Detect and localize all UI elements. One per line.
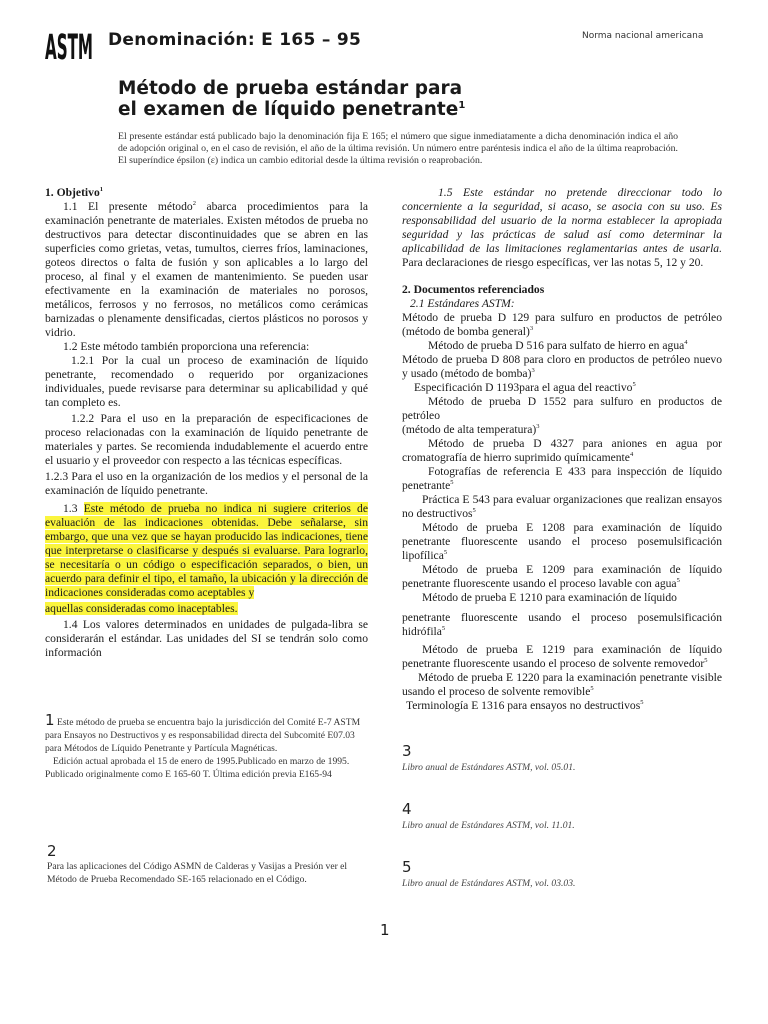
section-1-heading: 1. Objetivo$^1$: [45, 186, 103, 199]
right-column: [402, 186, 722, 713]
footnote-3-number: 3: [402, 742, 412, 760]
paragraph-1-4: 1.4 Los valores determinados en unidades de pulgada-libra se considerarán el estándar. Las unidades del SI se tendrán solo como información: [45, 618, 368, 659]
footnote-3-text: Libro anual de Estándares ASTM, vol. 05.01.: [402, 762, 576, 773]
designation: Denominación: E 165 – 95: [108, 30, 362, 50]
standard-note: Norma nacional americana: [582, 31, 704, 41]
title-line-1: Método de prueba estándar para: [118, 78, 463, 99]
paragraph-1-3: 1.3 Este método de prueba no indica ni sugiere criterios de evaluación de las indicaciones obtenidas. Debe señalarse, sin embargo, que una vez que se hayan producido las indicaciones, tiene que interpretarse o clasificarse y después si evaluarse. Para lograrlo, se necesitaría o un código o especificación separados, o bien, un acuerdo para definir el tipo, el tamaño, la ubicación y la dirección de indicaciones consideradas como aceptables y: [45, 502, 369, 599]
page-number: 1: [380, 921, 390, 939]
reference-item: Método de prueba D 808 para cloro en productos de petróleo nuevo y usado (método de bomba)$^3$: [402, 353, 722, 380]
footnote-4: [402, 800, 575, 831]
reference-item: Método de prueba D 516 para sulfato de hierro en agua$^4$: [428, 339, 688, 352]
reference-item: (método de alta temperatura)$^3$: [402, 423, 540, 436]
referenced-documents-list: [402, 311, 722, 713]
paragraph-1-2-1: 1.2.1 Por la cual un proceso de examinación de líquido penetrante, recomendado o requerido por organizaciones individuales, puede revisarse para determinar su aplicabilidad y qué tan completo es.: [45, 354, 368, 409]
reference-item: Práctica E 543 para evaluar organizaciones que realizan ensayos no destructivos$^5$: [402, 493, 722, 520]
reference-item: Método de prueba E 1209 para examinación de líquido penetrante fluorescente usando el proceso lavable con agua$^5$: [402, 563, 722, 590]
footnote-5-text: Libro anual de Estándares ASTM, vol. 03.03.: [402, 878, 576, 889]
footnote-2: [47, 842, 369, 886]
footnote-2-number: 2: [47, 842, 57, 860]
reference-item: Método de prueba E 1208 para examinación de líquido penetrante fluorescente usando el proceso posemulsificación lipofílica$^5$: [402, 521, 722, 562]
paragraph-1-3-end: [45, 602, 368, 616]
reference-item: Método de prueba D 1552 para sulfuro en productos de petróleo: [402, 395, 722, 422]
paragraph-1-5: 1.5 Este estándar no pretende direccionar todo lo concerniente a la seguridad, si acaso, se asocia con su uso. Es responsabilidad del usuario de la norma establecer la apropiada seguridad y las prácticas de salud así como determinar la aplicabilidad de las limitaciones reglamentarias antes de usarla. Para declaraciones de riesgo específicas, ver las notas 5, 12 y 20.: [402, 186, 722, 269]
left-column: [45, 186, 368, 660]
title-footnote-mark: 1: [458, 99, 466, 111]
astm-logo: [44, 22, 94, 68]
footnote-3: [402, 742, 575, 773]
reference-item: Método de prueba E 1210 para examinación de líquido: [422, 591, 677, 604]
reference-item: Método de prueba E 1219 para examinación de líquido penetrante fluorescente usando el proceso de solvente removedor$^5$: [402, 643, 722, 670]
footnote-1-text: Este método de prueba se encuentra bajo la jurisdicción del Comité E-7 ASTM para Ensayos no Destructivos y es responsabilidad directa del Subcomité E07.03 para Métodos de Líquido Penetrante y Partícula Magnéticas.: [45, 717, 361, 754]
title-line-2: el examen de líquido penetrante$^1$: [118, 99, 466, 120]
section-2-heading: 2. Documentos referenciados: [402, 283, 545, 296]
reference-item: Método de prueba D 129 para sulfuro en productos de petróleo (método de bomba general)$^3$: [402, 311, 722, 338]
intro-note: El presente estándar está publicado bajo la denominación fija E 165; el número que sigue inmediatamente a dicha denominación indica el año de adopción original o, en el caso de revisión, el año de la última revisión. Un número entre paréntesis indica el año de la última reaprobación. El superíndice épsilon (ε) indica un cambio editorial desde la última revisión o reaprobación.: [118, 131, 678, 166]
section-2-1: 2.1 Estándares ASTM:: [410, 297, 515, 310]
reference-item: Terminología E 1316 para ensayos no destructivos$^5$: [406, 699, 644, 712]
astm-logo-text: ASTM: [45, 26, 93, 68]
footnote-4-text: Libro anual de Estándares ASTM, vol. 11.01.: [402, 820, 575, 831]
document-title: [118, 78, 465, 120]
paragraph-1-2: 1.2 Este método también proporciona una referencia:: [63, 340, 310, 353]
footnote-1-edition: Edición actual aprobada el 15 de enero de 1995.Publicado en marzo de 1995. Publicado originalmente como E 165-60 T. Última edición previa E165-94: [45, 756, 350, 780]
reference-item: penetrante fluorescente usando el proceso posemulsificación hidrófila$^5$: [402, 611, 722, 638]
footnote-4-number: 4: [402, 800, 412, 818]
footnote-1: [45, 711, 367, 781]
paragraph-1-2-2: 1.2.2 Para el uso en la preparación de especificaciones de proceso relacionadas con la examinación de líquido penetrante de materiales y partes. Se recomienda indudablemente el acuerdo entre el usuario y el proveedor con respecto a las técnicas específicas.: [45, 412, 368, 467]
footnote-5-number: 5: [402, 858, 412, 876]
reference-item: Método de prueba E 1220 para la examinación penetrante visible usando el proceso de solvente removible$^5$: [402, 671, 722, 698]
paragraph-1-2-3: 1.2.3 Para el uso en la organización de los medios y el personal de la examinación de líquido penetrante.: [45, 470, 368, 497]
reference-item: Especificación D 1193para el agua del reactivo$^5$: [414, 381, 636, 394]
highlighted-text: Este método de prueba no indica ni sugiere criterios de evaluación de las indicaciones obtenidas. Debe señalarse, sin embargo, que una vez que se hayan producido las indicaciones, tiene que interpretarse o clasificarse y después si evaluarse. Para lograrlo, se necesitaría o un código o especificación separados, o bien, un acuerdo para definir el tipo, el tamaño, la ubicación y la dirección de indicaciones consideradas como aceptables y: [45, 502, 369, 599]
footnote-5: [402, 858, 575, 889]
footnote-2-text: Para las aplicaciones del Código ASMN de Calderas y Vasijas a Presión ver el Método de Prueba Recomendado SE-165 relacionado en el Código.: [47, 861, 348, 885]
paragraph-1-1: 1.1 El presente método$^2$ abarca procedimientos para la examinación penetrante de materiales. Existen métodos de prueba no destructivos para detectar discontinuidades que se abren en las superficies como grietas, vetas, tumultos, cierres fríos, laminaciones, goteos directos o falta de fusión y son aplicables a lo largo del proceso, al final y el examen de mantenimiento. Se pueden usar efectivamente en la examinación de materiales no porosos, metálicos, ferrosos y no ferrosos, no metálicos como cerámicas barnizadas o plenamente densificadas, ciertos plásticos no porosos y vidrio.: [45, 200, 368, 339]
footnote-1-number: 1: [45, 711, 55, 729]
highlighted-text-end: aquellas consideradas como inaceptables.: [45, 602, 238, 615]
reference-item: Método de prueba D 4327 para aniones en agua por cromatografía de hierro suprimido químicamente$^4$: [402, 437, 722, 464]
reference-item: Fotografías de referencia E 433 para inspección de líquido penetrante$^5$: [402, 465, 722, 492]
